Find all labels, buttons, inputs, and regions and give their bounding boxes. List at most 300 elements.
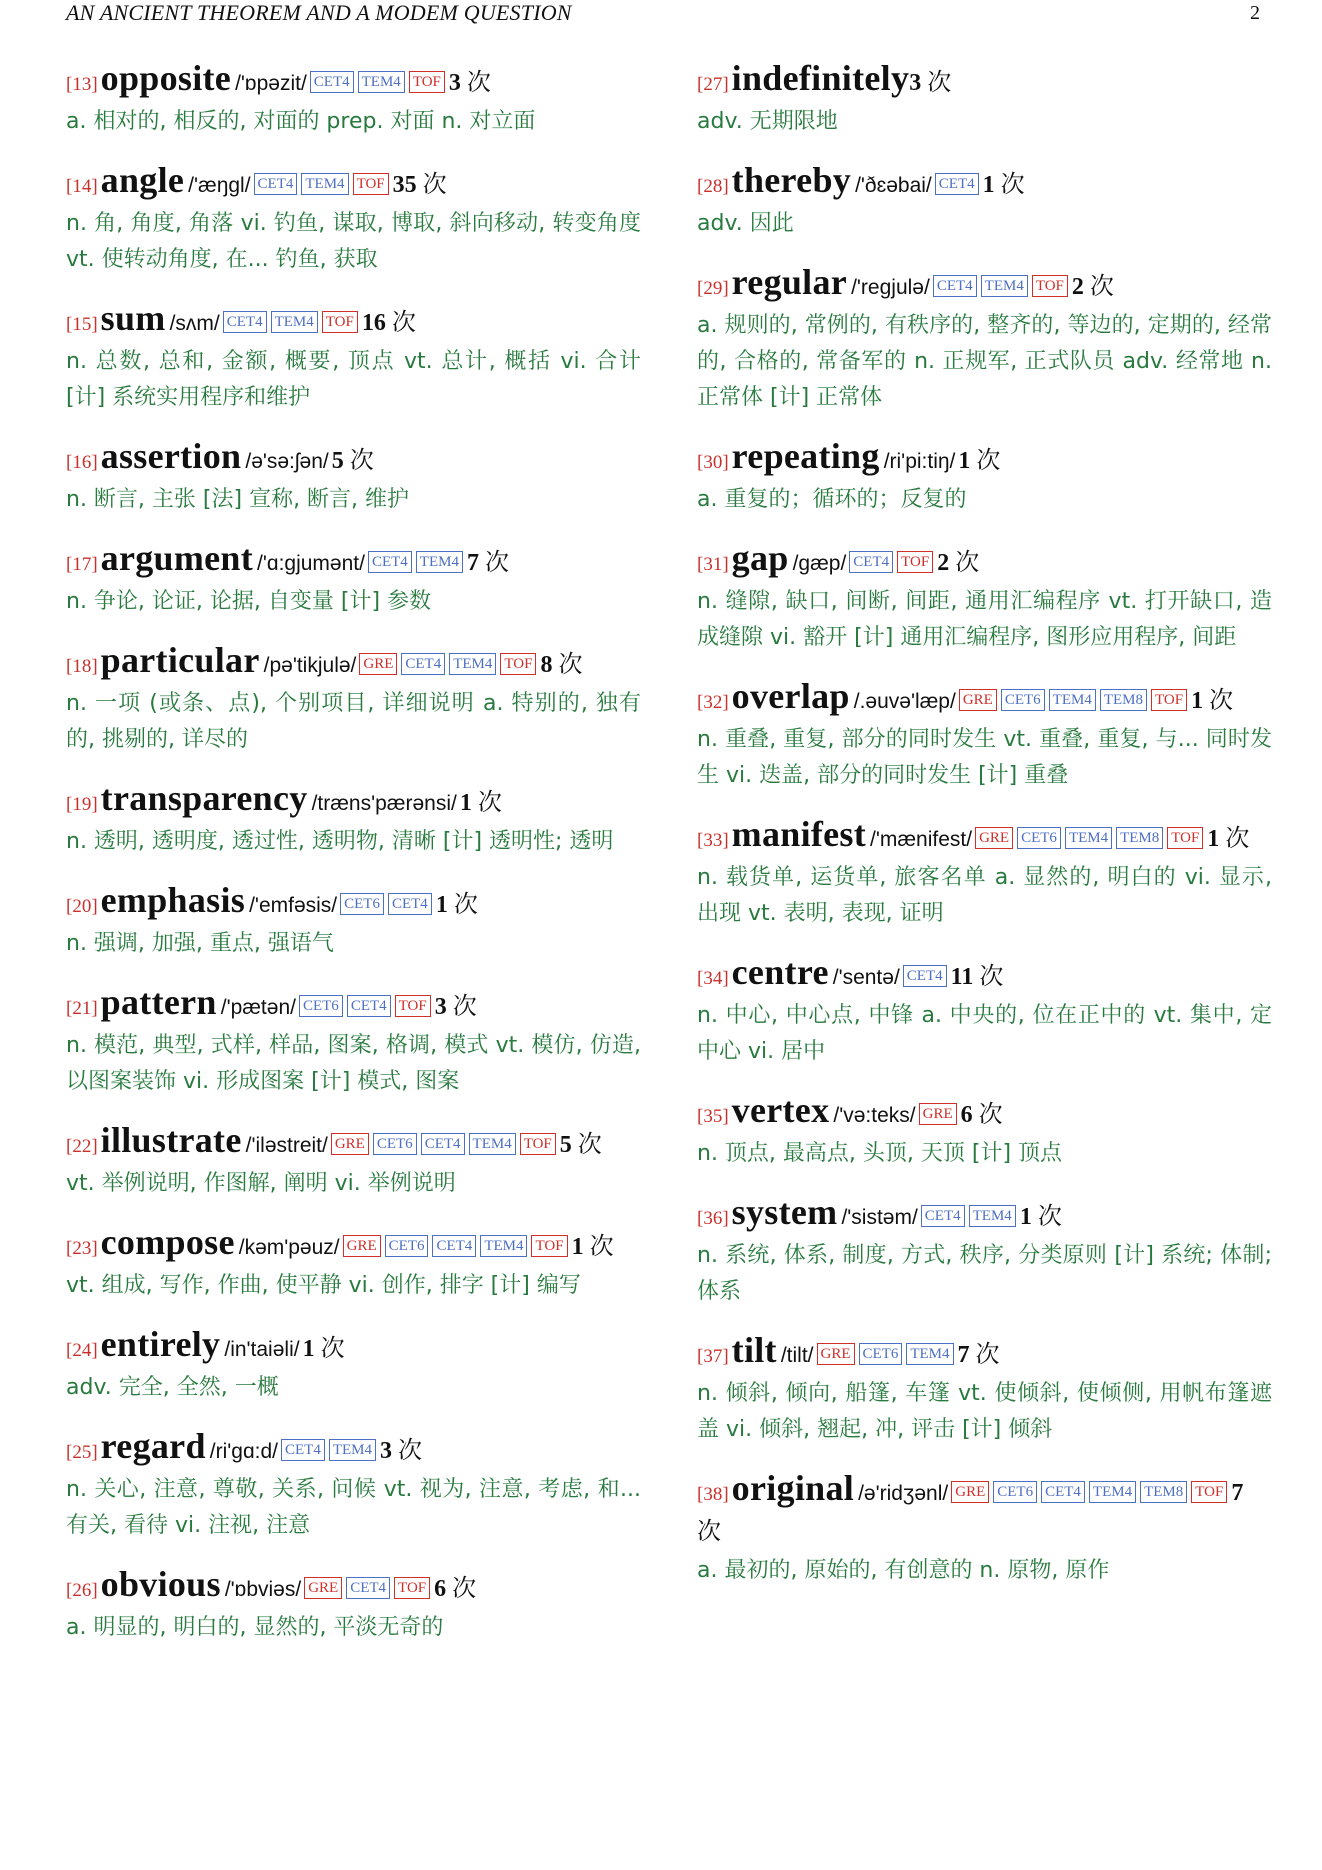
entry-index: [25] — [66, 1442, 98, 1463]
count-number: 2 — [937, 550, 950, 576]
entry-word: particular — [100, 640, 260, 680]
count-number: 1 — [958, 448, 971, 474]
entry-phonetic: /kəm'pəuz/ — [238, 1236, 340, 1259]
entry-phonetic: /ə'ridʒənl/ — [858, 1482, 949, 1505]
count-suffix: 次 — [416, 172, 447, 198]
exam-tag: TEM4 — [1049, 689, 1096, 711]
exam-tag: TEM4 — [301, 173, 348, 195]
vocab-entry — [66, 438, 641, 518]
exam-tag: TOF — [1151, 689, 1187, 711]
vocab-entry — [66, 540, 641, 620]
occurrence-count — [909, 70, 951, 96]
entry-index: [17] — [66, 554, 98, 575]
vocab-entry — [697, 540, 1272, 656]
exam-tag: TEM8 — [1100, 689, 1147, 711]
vocab-entry — [697, 1092, 1272, 1172]
entry-word: overlap — [731, 676, 850, 716]
entry-definition: a. 相对的, 相反的, 对面的 prep. 对面 n. 对立面 — [66, 109, 536, 134]
entry-index: [29] — [697, 278, 729, 299]
entry-headline — [66, 300, 641, 344]
entry-headline — [66, 1326, 641, 1370]
entry-phonetic: /'pætən/ — [220, 996, 296, 1019]
count-number: 7 — [957, 1342, 970, 1368]
exam-tag: TEM4 — [469, 1133, 516, 1155]
entry-word: original — [731, 1468, 855, 1508]
vocab-entry — [66, 1326, 641, 1406]
exam-tag: CET6 — [340, 893, 384, 915]
entry-definition: n. 总数, 总和, 金额, 概要, 顶点 vt. 总计, 概括 vi. 合计 [计] 系统实用程序和维护 — [66, 349, 641, 410]
exam-tag: CET4 — [401, 653, 445, 675]
exam-tag: TEM8 — [1116, 827, 1163, 849]
entry-word: thereby — [731, 160, 852, 200]
entry-definition: n. 关心, 注意, 尊敬, 关系, 问候 vt. 视为, 注意, 考虑, 和... 有关, 看待 vi. 注视, 注意 — [66, 1477, 641, 1538]
occurrence-count — [434, 1576, 476, 1602]
entry-word: entirely — [100, 1324, 221, 1364]
exam-tag: CET4 — [903, 965, 947, 987]
exam-tag: TOF — [897, 551, 933, 573]
vocab-entry — [697, 438, 1272, 518]
exam-tag: GRE — [331, 1133, 369, 1155]
entry-phonetic: /'mænifest/ — [870, 828, 973, 851]
entry-headline — [66, 540, 641, 584]
entry-index: [23] — [66, 1238, 98, 1259]
exam-tag: TOF — [1191, 1481, 1227, 1503]
entry-index: [34] — [697, 968, 729, 989]
entry-headline — [66, 60, 641, 104]
exam-tag: CET6 — [1017, 827, 1061, 849]
entry-definition: n. 载货单, 运货单, 旅客名单 a. 显然的, 明白的 vi. 显示, 出现 vt. 表明, 表现, 证明 — [697, 865, 1272, 926]
entry-definition: vt. 组成, 写作, 作曲, 使平静 vi. 创作, 排字 [计] 编写 — [66, 1273, 581, 1298]
entry-word: system — [731, 1192, 838, 1232]
entry-index: [37] — [697, 1346, 729, 1367]
entry-index: [16] — [66, 452, 98, 473]
vocab-entry — [66, 1566, 641, 1646]
entry-index: [14] — [66, 176, 98, 197]
entry-definition: n. 一项 (或条、点), 个别项目, 详细说明 a. 特别的, 独有的, 挑剔的, 详尽的 — [66, 691, 641, 752]
vocab-entry — [66, 882, 641, 962]
exam-tag: TEM4 — [981, 275, 1028, 297]
entry-phonetic: /'və:teks/ — [833, 1104, 916, 1127]
entry-definition: adv. 因此 — [697, 211, 794, 236]
count-number: 2 — [1071, 274, 1084, 300]
entry-index: [26] — [66, 1580, 98, 1601]
exam-tag: TEM4 — [271, 311, 318, 333]
exam-tag: TEM4 — [329, 1439, 376, 1461]
count-number: 7 — [1231, 1480, 1244, 1506]
entry-phonetic: /pə'tikjulə/ — [263, 654, 357, 677]
entry-headline — [66, 1428, 641, 1472]
entry-headline — [697, 816, 1272, 860]
count-suffix: 次 — [447, 892, 478, 918]
exam-tag: TEM4 — [480, 1235, 527, 1257]
occurrence-count — [572, 1234, 614, 1260]
vocab-entry — [66, 300, 641, 416]
entry-index: [30] — [697, 452, 729, 473]
exam-tag: CET6 — [299, 995, 343, 1017]
entry-word: pattern — [100, 982, 217, 1022]
entry-phonetic: /in'taiəli/ — [224, 1338, 300, 1361]
exam-tag: TOF — [395, 995, 431, 1017]
vocab-entry — [66, 642, 641, 758]
exam-tag: TEM4 — [1065, 827, 1112, 849]
occurrence-count — [958, 448, 1000, 474]
entry-headline — [697, 438, 1272, 482]
count-number: 16 — [361, 310, 386, 336]
left-column — [66, 60, 641, 1668]
count-suffix: 次 — [697, 1519, 721, 1545]
count-number: 1 — [435, 892, 448, 918]
count-suffix: 次 — [446, 1576, 477, 1602]
entry-headline — [66, 780, 641, 824]
entry-definition: a. 规则的, 常例的, 有秩序的, 整齐的, 等边的, 定期的, 经常的, 合格的, 常备军的 n. 正规军, 正式队员 adv. 经常地 n. 正常体 [计] 正常体 — [697, 313, 1272, 410]
exam-tag: TOF — [322, 311, 358, 333]
count-number: 1 — [459, 790, 472, 816]
count-suffix: 次 — [571, 1132, 602, 1158]
exam-tag: TOF — [409, 71, 445, 93]
entry-index: [21] — [66, 998, 98, 1019]
entry-word: centre — [731, 952, 829, 992]
occurrence-count — [1207, 826, 1249, 852]
vocab-entry — [697, 264, 1272, 416]
exam-tag: CET4 — [346, 1577, 390, 1599]
exam-tag: CET4 — [935, 173, 979, 195]
entry-index: [15] — [66, 314, 98, 335]
count-suffix: 次 — [1031, 1204, 1062, 1230]
entry-definition: vt. 举例说明, 作图解, 阐明 vi. 举例说明 — [66, 1171, 456, 1196]
occurrence-count — [1072, 274, 1114, 300]
count-number: 3 — [380, 1438, 392, 1464]
entry-word: angle — [100, 160, 185, 200]
exam-tag: GRE — [959, 689, 997, 711]
right-column — [697, 60, 1272, 1611]
count-suffix: 次 — [392, 1438, 422, 1464]
entry-word: gap — [731, 538, 789, 578]
entry-index: [31] — [697, 554, 729, 575]
exam-tag: GRE — [817, 1343, 855, 1365]
count-suffix: 次 — [446, 994, 477, 1020]
entry-definition: n. 系统, 体系, 制度, 方式, 秩序, 分类原则 [计] 系统; 体制; 体系 — [697, 1243, 1272, 1304]
exam-tag: CET4 — [849, 551, 893, 573]
vocab-entry — [697, 1332, 1272, 1448]
exam-tag: CET4 — [347, 995, 391, 1017]
entry-phonetic: /ə'sə:ʃən/ — [245, 450, 329, 473]
entry-definition: n. 争论, 论证, 论据, 自变量 [计] 参数 — [66, 589, 432, 614]
count-suffix: 次 — [343, 448, 374, 474]
exam-tag: CET4 — [388, 893, 432, 915]
occurrence-count — [435, 994, 477, 1020]
exam-tag: TOF — [1032, 275, 1068, 297]
entry-index: [24] — [66, 1340, 98, 1361]
exam-tag: TOF — [500, 653, 536, 675]
occurrence-count — [1191, 688, 1233, 714]
entry-word: argument — [100, 538, 254, 578]
vocab-entry — [697, 60, 1272, 140]
occurrence-count — [449, 70, 491, 96]
exam-tag: TOF — [353, 173, 389, 195]
exam-tag: GRE — [951, 1481, 989, 1503]
entry-phonetic: /'ɑ:gjumənt/ — [257, 552, 365, 575]
count-number: 1 — [1207, 826, 1220, 852]
occurrence-count — [1020, 1204, 1062, 1230]
entry-index: [33] — [697, 830, 729, 851]
entry-definition: a. 重复的；循环的；反复的 — [697, 487, 967, 512]
occurrence-count — [961, 1102, 1003, 1128]
entry-word: compose — [100, 1222, 235, 1262]
vocab-entry — [697, 1194, 1272, 1310]
entry-definition: adv. 无期限地 — [697, 109, 838, 134]
entry-index: [38] — [697, 1484, 729, 1505]
count-suffix: 次 — [973, 964, 1004, 990]
vocab-entry — [66, 162, 641, 278]
count-number: 7 — [466, 550, 479, 576]
entry-phonetic: /'ɒpəzit/ — [235, 72, 307, 95]
entry-phonetic: /gæp/ — [792, 552, 847, 575]
exam-tag: TEM8 — [1140, 1481, 1187, 1503]
entry-headline — [66, 1224, 641, 1268]
exam-tag: TOF — [1167, 827, 1203, 849]
entry-headline — [697, 60, 1272, 104]
count-suffix: 次 — [552, 652, 583, 678]
entry-headline — [66, 162, 641, 206]
entry-index: [35] — [697, 1106, 729, 1127]
vocab-entry — [697, 1470, 1272, 1589]
entry-headline — [697, 1194, 1272, 1238]
count-suffix: 次 — [460, 70, 491, 96]
count-suffix: 次 — [921, 70, 952, 96]
entry-word: opposite — [100, 58, 232, 98]
entry-phonetic: /træns'pærənsi/ — [311, 792, 457, 815]
entry-headline — [697, 264, 1272, 308]
occurrence-count — [460, 790, 502, 816]
entry-index: [27] — [697, 74, 729, 95]
count-suffix: 次 — [314, 1336, 345, 1362]
exam-tag: GRE — [343, 1235, 381, 1257]
entry-phonetic: /ri'pi:tiŋ/ — [883, 450, 956, 473]
count-number: 1 — [982, 172, 995, 198]
count-number: 1 — [1191, 688, 1204, 714]
exam-tag: CET6 — [385, 1235, 429, 1257]
count-number: 3 — [909, 70, 922, 96]
count-suffix: 次 — [385, 310, 416, 336]
count-suffix: 次 — [1083, 274, 1114, 300]
entry-definition: n. 断言, 主张 [法] 宣称, 断言, 维护 — [66, 487, 410, 512]
exam-tag: CET4 — [223, 311, 267, 333]
vocab-entry — [66, 1122, 641, 1202]
entry-word: vertex — [731, 1090, 830, 1130]
vocab-entry — [697, 816, 1272, 932]
running-header-title: AN ANCIENT THEOREM AND A MODEM QUESTION — [66, 0, 572, 25]
exam-tag: GRE — [975, 827, 1013, 849]
entry-definition: n. 强调, 加强, 重点, 强语气 — [66, 931, 334, 956]
entry-index: [28] — [697, 176, 729, 197]
entry-definition: a. 明显的, 明白的, 显然的, 平淡无奇的 — [66, 1615, 444, 1640]
entry-headline — [66, 642, 641, 686]
count-number: 5 — [331, 448, 344, 474]
occurrence-count — [958, 1342, 1000, 1368]
exam-tag: CET6 — [373, 1133, 417, 1155]
count-number: 1 — [302, 1336, 315, 1362]
entry-definition: a. 最初的, 原始的, 有创意的 n. 原物, 原作 — [697, 1558, 1110, 1583]
entry-definition: n. 重叠, 重复, 部分的同时发生 vt. 重叠, 重复, 与... 同时发生 vi. 迭盖, 部分的同时发生 [计] 重叠 — [697, 727, 1272, 788]
exam-tag: CET4 — [432, 1235, 476, 1257]
entry-word: regular — [731, 262, 848, 302]
occurrence-count — [560, 1132, 602, 1158]
occurrence-count — [332, 448, 374, 474]
entry-phonetic: /'æŋgl/ — [188, 174, 251, 197]
count-suffix: 次 — [969, 1342, 1000, 1368]
entry-headline — [697, 678, 1272, 722]
count-suffix: 次 — [949, 550, 980, 576]
entry-phonetic: /'ɒbviəs/ — [224, 1578, 302, 1601]
count-suffix: 次 — [583, 1234, 614, 1260]
entry-index: [32] — [697, 692, 729, 713]
exam-tag: TEM4 — [1089, 1481, 1136, 1503]
occurrence-count — [937, 550, 979, 576]
entry-word: repeating — [731, 436, 880, 476]
exam-tag: CET4 — [254, 173, 298, 195]
entry-headline — [66, 984, 641, 1028]
entry-definition: n. 透明, 透明度, 透过性, 透明物, 清晰 [计] 透明性; 透明 — [66, 829, 614, 854]
count-number: 6 — [960, 1102, 973, 1128]
entry-headline — [66, 438, 641, 482]
count-suffix: 次 — [994, 172, 1025, 198]
entry-index: [22] — [66, 1136, 98, 1157]
exam-tag: TEM4 — [906, 1343, 953, 1365]
exam-tag: CET4 — [933, 275, 977, 297]
occurrence-count — [362, 310, 416, 336]
vocab-entry — [697, 678, 1272, 794]
entry-phonetic: /.əuvə'læp/ — [853, 690, 956, 713]
entry-word: obvious — [100, 1564, 221, 1604]
entry-phonetic: /'emfəsis/ — [249, 894, 338, 917]
count-suffix: 次 — [1219, 826, 1250, 852]
exam-tag: CET4 — [1041, 1481, 1085, 1503]
entry-word: regard — [100, 1426, 206, 1466]
entry-word: manifest — [731, 814, 867, 854]
entry-headline — [66, 1566, 641, 1610]
exam-tag: TEM4 — [969, 1205, 1016, 1227]
vocab-entry — [697, 954, 1272, 1070]
entry-headline — [697, 162, 1272, 206]
exam-tag: TEM4 — [416, 551, 463, 573]
entry-word: assertion — [100, 436, 242, 476]
entry-word: transparency — [100, 778, 308, 818]
entry-word: indefinitely — [731, 58, 910, 98]
occurrence-count — [467, 550, 509, 576]
count-suffix: 次 — [1203, 688, 1234, 714]
exam-tag: TEM4 — [449, 653, 496, 675]
entry-definition: adv. 完全, 全然, 一概 — [66, 1375, 279, 1400]
entry-headline — [697, 1470, 1272, 1553]
entry-word: tilt — [731, 1330, 777, 1370]
occurrence-count — [303, 1336, 345, 1362]
entry-phonetic: /'sistəm/ — [841, 1206, 918, 1229]
count-number: 3 — [448, 70, 461, 96]
entry-headline — [66, 1122, 641, 1166]
count-number: 1 — [1019, 1204, 1032, 1230]
entry-phonetic: /'iləstreit/ — [245, 1134, 328, 1157]
entry-phonetic: /'ðɛəbai/ — [855, 174, 932, 197]
entry-phonetic: /'regjulə/ — [851, 276, 930, 299]
count-number: 11 — [950, 964, 974, 990]
occurrence-count — [951, 964, 1004, 990]
exam-tag: CET4 — [921, 1205, 965, 1227]
exam-tag: TOF — [531, 1235, 567, 1257]
count-number: 1 — [571, 1234, 584, 1260]
entry-index: [20] — [66, 896, 98, 917]
exam-tag: TEM4 — [358, 71, 405, 93]
count-number: 3 — [434, 994, 447, 1020]
entry-index: [18] — [66, 656, 98, 677]
occurrence-count — [393, 172, 447, 198]
entry-headline — [697, 1332, 1272, 1376]
entry-phonetic: /tilt/ — [780, 1344, 814, 1367]
count-number: 6 — [434, 1576, 447, 1602]
exam-tag: TOF — [520, 1133, 556, 1155]
entry-phonetic: /ri'gɑ:d/ — [209, 1440, 278, 1463]
vocab-entry — [66, 1224, 641, 1304]
occurrence-count — [436, 892, 478, 918]
entry-phonetic: /sʌm/ — [169, 312, 220, 335]
count-number: 5 — [559, 1132, 572, 1158]
entry-headline — [697, 954, 1272, 998]
exam-tag: CET4 — [421, 1133, 465, 1155]
exam-tag: CET4 — [368, 551, 412, 573]
entry-definition: n. 角, 角度, 角落 vi. 钓鱼, 谋取, 博取, 斜向移动, 转变角度 vt. 使转动角度, 在... 钓鱼, 获取 — [66, 211, 641, 272]
vocab-entry — [66, 780, 641, 860]
entry-index: [36] — [697, 1208, 729, 1229]
count-suffix: 次 — [478, 550, 509, 576]
count-suffix: 次 — [471, 790, 502, 816]
entry-definition: n. 缝隙, 缺口, 间断, 间距, 通用汇编程序 vt. 打开缺口, 造成缝隙 vi. 豁开 [计] 通用汇编程序, 图形应用程序, 间距 — [697, 589, 1272, 650]
vocab-entry — [66, 1428, 641, 1544]
exam-tag: CET6 — [859, 1343, 903, 1365]
entry-phonetic: /'sentə/ — [832, 966, 900, 989]
count-number: 8 — [540, 652, 553, 678]
exam-tag: CET6 — [993, 1481, 1037, 1503]
count-suffix: 次 — [972, 1102, 1003, 1128]
entry-word: emphasis — [100, 880, 246, 920]
exam-tag: GRE — [359, 653, 397, 675]
entry-definition: n. 中心, 中心点, 中锋 a. 中央的, 位在正中的 vt. 集中, 定中心 vi. 居中 — [697, 1003, 1272, 1064]
occurrence-count — [380, 1438, 422, 1464]
entry-word: illustrate — [100, 1120, 242, 1160]
exam-tag: CET6 — [1001, 689, 1045, 711]
entry-index: [19] — [66, 794, 98, 815]
vocab-entry — [66, 984, 641, 1100]
entry-definition: n. 倾斜, 倾向, 船篷, 车篷 vt. 使倾斜, 使倾侧, 用帆布篷遮盖 vi. 倾斜, 翘起, 冲, 评击 [计] 倾斜 — [697, 1381, 1272, 1442]
exam-tag: GRE — [304, 1577, 342, 1599]
count-suffix: 次 — [970, 448, 1001, 474]
occurrence-count — [540, 652, 582, 678]
exam-tag: CET4 — [310, 71, 354, 93]
exam-tag: GRE — [919, 1103, 957, 1125]
count-number: 35 — [392, 172, 417, 198]
entry-headline — [697, 1092, 1272, 1136]
exam-tag: TOF — [394, 1577, 430, 1599]
exam-tag: CET4 — [281, 1439, 325, 1461]
vocab-entry — [66, 60, 641, 140]
entry-word: sum — [100, 298, 166, 338]
occurrence-count — [983, 172, 1025, 198]
entry-headline — [66, 882, 641, 926]
entry-headline — [697, 540, 1272, 584]
page-number: 2 — [1250, 2, 1260, 24]
vocab-entry — [697, 162, 1272, 242]
entry-definition: n. 模范, 典型, 式样, 样品, 图案, 格调, 模式 vt. 模仿, 仿造, 以图案装饰 vi. 形成图案 [计] 模式, 图案 — [66, 1033, 641, 1094]
entry-definition: n. 顶点, 最高点, 头顶, 天顶 [计] 顶点 — [697, 1141, 1063, 1166]
entry-index: [13] — [66, 74, 98, 95]
